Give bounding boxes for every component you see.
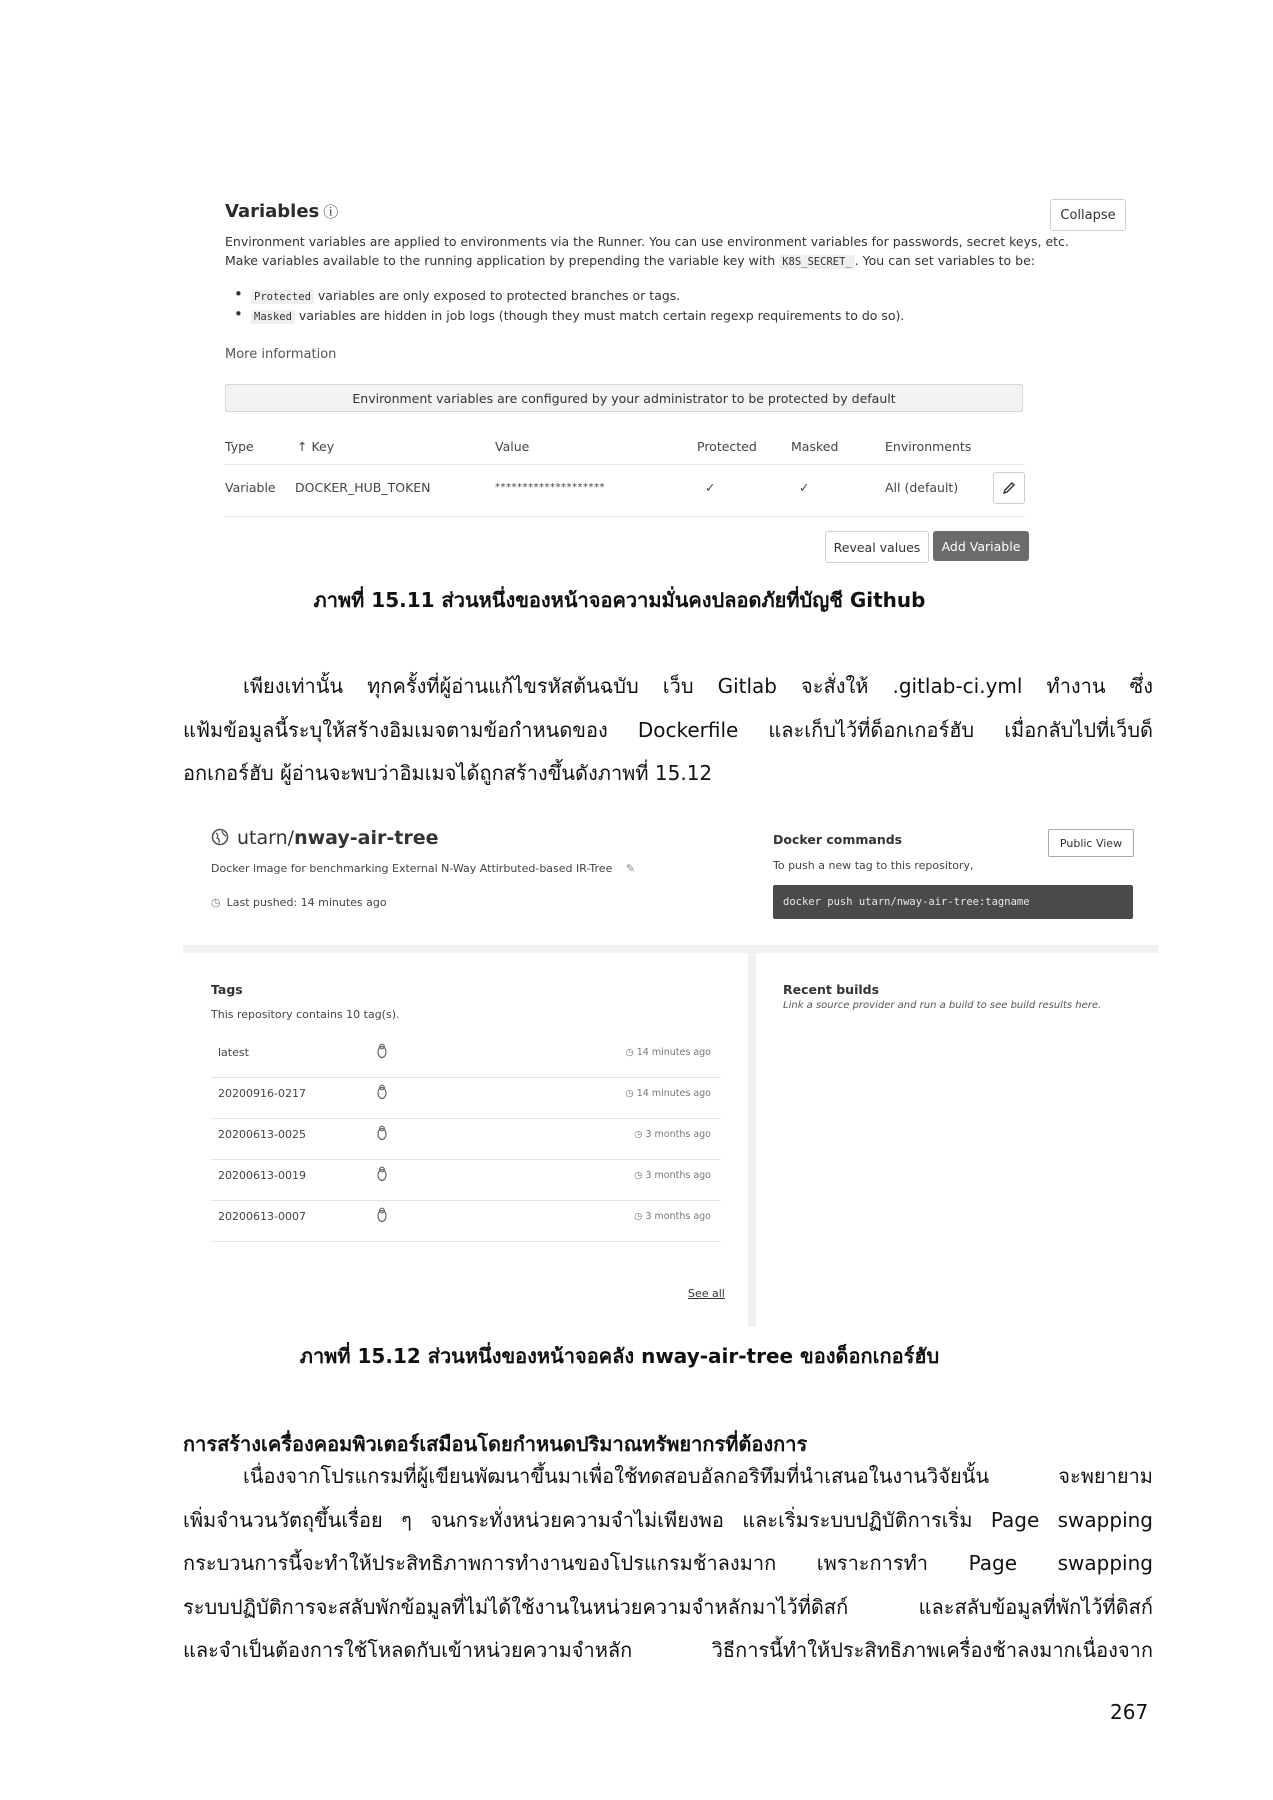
docker-commands-title: Docker commands [773, 832, 903, 847]
question-circle-icon[interactable]: ⓘ [323, 203, 339, 221]
col-key[interactable]: ↑ Key [297, 439, 335, 454]
tag-time: ◷ 14 minutes ago [625, 1088, 711, 1099]
cell-key: DOCKER_HUB_TOKEN [295, 480, 431, 495]
col-protected: Protected [697, 439, 757, 454]
para1-line: เพียงเท่านั้น ทุกครั้งที่ผู้อ่านแก้ไขรหัสต้นฉบับ เว็บ Gitlab จะสั่งให้ .gitlab-ci.yml ทำงาน ซึ่ง [243, 674, 1153, 698]
protected-banner: Environment variables are configured by your administrator to be protected by default [225, 384, 1023, 412]
clock-icon: ◷ [211, 896, 221, 909]
repo-description: Docker image for benchmarking External N-Way Attirbuted-based IR-Tree ✎ [211, 862, 636, 875]
figure-caption-15-12: ภาพที่ 15.12 ส่วนหนึ่งของหน้าจอคลัง nway-air-tree ของด็อกเกอร์ฮับ [299, 1344, 940, 1368]
cell-protected-check-icon: ✓ [705, 480, 716, 495]
edit-variable-button[interactable] [993, 472, 1025, 504]
docker-commands-sub: To push a new tag to this repository, [773, 859, 974, 872]
cell-environments: All (default) [885, 480, 959, 495]
clock-icon: ◷ [625, 1047, 637, 1058]
tag-time: ◷ 3 months ago [634, 1211, 711, 1222]
repo-name: nway-air-tree [294, 827, 439, 849]
linux-icon [376, 1125, 388, 1145]
recent-builds-hint: Link a source provider and run a build to see build results here. [783, 1000, 1102, 1011]
para2-line: เพิ่มจำนวนวัตถุขึ้นเรื่อย ๆ จนกระทั่งหน่วยความจำไม่เพียงพอ และเริ่มระบบปฏิบัติการเริ่ม Page swapping [183, 1507, 1153, 1532]
tag-time: ◷ 3 months ago [634, 1170, 711, 1181]
tag-row[interactable] [211, 1194, 721, 1242]
add-variable-button[interactable]: Add Variable [933, 531, 1029, 561]
clock-icon: ◷ [625, 1088, 637, 1099]
clock-icon: ◷ [634, 1211, 646, 1222]
para2-line: กระบวนการนี้จะทำให้ประสิทธิภาพการทำงานของโปรแกรมช้าลงมาก เพราะการทำ Page swapping [183, 1551, 1153, 1575]
tag-name[interactable]: 20200613-0007 [218, 1210, 306, 1223]
see-all-link[interactable]: See all [688, 1287, 725, 1300]
page-number: 267 [1110, 1700, 1149, 1724]
paragraph-2 [183, 1455, 1153, 1673]
tags-count: This repository contains 10 tag(s). [211, 1008, 400, 1021]
globe-icon [211, 828, 229, 846]
linux-icon [376, 1166, 388, 1186]
linux-icon [376, 1084, 388, 1104]
last-pushed: ◷ Last pushed: 14 minutes ago [211, 896, 387, 909]
cell-type: Variable [225, 480, 276, 495]
para1-line: แฟ้มข้อมูลนี้ระบุให้สร้างอิมเมจตามข้อกำหนดของ Dockerfile และเก็บไว้ที่ด็อกเกอร์ฮับ เมื่อกลับไปที่เว็บด็ [183, 717, 1153, 742]
variables-title: Variables ⓘ [225, 201, 339, 222]
tag-name[interactable]: 20200613-0019 [218, 1169, 306, 1182]
docker-push-command[interactable]: docker push utarn/nway-air-tree:tagname [773, 885, 1133, 919]
para2-line: และจำเป็นต้องการใช้โหลดกับเข้าหน่วยความจำหลัก วิธีการนี้ทำให้ประสิทธิภาพเครื่องช้าลงมากเนื่องจาก [183, 1638, 1153, 1662]
repo-header-card [183, 797, 1158, 945]
clock-icon: ◷ [634, 1129, 646, 1140]
docker-hub-panel [183, 797, 1158, 1327]
repo-owner[interactable]: utarn [237, 827, 288, 849]
section-heading: การสร้างเครื่องคอมพิวเตอร์เสมือนโดยกำหนดปริมาณทรัพยากรที่ต้องการ [183, 1432, 808, 1456]
col-masked: Masked [791, 439, 839, 454]
variables-description-line2: Make variables available to the running application by prepending the variable key with K8S_SECRET_ . You can set variables to be: [225, 253, 1035, 268]
tag-name[interactable]: 20200916-0217 [218, 1087, 306, 1100]
variables-panel [225, 195, 1130, 565]
para2-line: ระบบปฏิบัติการจะสลับพักข้อมูลที่ไม่ได้ใช้งานในหน่วยความจำหลักมาไว้ที่ดิสก์ และสลับข้อมูลที่พักไว้ที่ดิสก์ [183, 1594, 1153, 1619]
variables-description-line1: Environment variables are applied to environments via the Runner. You can use environment variables for passwords, secret keys, etc. [225, 234, 1069, 249]
k8s-secret-code: K8S_SECRET_ [779, 255, 855, 269]
col-environments: Environments [885, 439, 972, 454]
more-information-link[interactable]: More information [225, 347, 337, 362]
figure-caption-15-11: ภาพที่ 15.11 ส่วนหนึ่งของหน้าจอความมั่นคงปลอดภัยที่บัญชี Github [313, 588, 926, 612]
public-view-button[interactable]: Public View [1048, 829, 1134, 857]
linux-icon [376, 1207, 388, 1227]
tag-time: ◷ 14 minutes ago [625, 1047, 711, 1058]
linux-icon [376, 1043, 388, 1063]
recent-builds-title: Recent builds [783, 982, 880, 997]
pencil-icon[interactable]: ✎ [625, 862, 636, 875]
row-divider [225, 516, 1025, 517]
header-divider [225, 464, 1025, 465]
col-type: Type [225, 439, 254, 454]
tag-name[interactable]: 20200613-0025 [218, 1128, 306, 1141]
bullet-masked: • Masked variables are hidden in job logs (though they must match certain regexp requirements to do so). [251, 308, 904, 323]
repo-title: utarn/nway-air-tree [211, 827, 438, 849]
paragraph-1 [183, 665, 1153, 796]
reveal-values-button[interactable]: Reveal values [825, 531, 929, 563]
bullet-protected: • Protected variables are only exposed to protected branches or tags. [251, 288, 680, 303]
tag-time: ◷ 3 months ago [634, 1129, 711, 1140]
para2-line: เนื่องจากโปรแกรมที่ผู้เขียนพัฒนาขึ้นมาเพื่อใช้ทดสอบอัลกอริทึมที่นำเสนอในงานวิจัยนั้น จะพยายาม [243, 1464, 1153, 1488]
cell-masked-check-icon: ✓ [799, 480, 810, 495]
collapse-button[interactable]: Collapse [1050, 199, 1126, 231]
para1-line: อกเกอร์ฮับ ผู้อ่านจะพบว่าอิมเมจได้ถูกสร้างขึ้นดังภาพที่ 15.12 [183, 761, 713, 785]
pencil-icon [1002, 481, 1016, 495]
tags-title: Tags [211, 982, 243, 997]
col-value: Value [495, 439, 530, 454]
clock-icon: ◷ [634, 1170, 646, 1181]
tag-name[interactable]: latest [218, 1046, 249, 1059]
cell-value: ******************** [495, 482, 605, 493]
